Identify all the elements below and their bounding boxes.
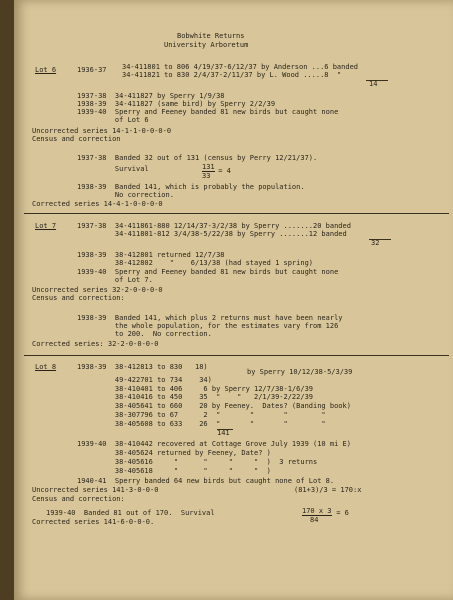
lot-6-banded-total: 14 [369,80,378,88]
page-title: Bobwhite Returns [177,32,245,40]
lot-8-fraction-denominator: 84 [310,516,319,524]
lot-7-label: Lot 7 [35,222,57,230]
lot-6-survival-label: Survival [77,165,149,173]
lot-8-label: Lot 8 [35,363,57,371]
lot-6-census-heading: Census and correction [32,135,121,143]
lot-7-census-1: 1938-39 Banded 141, which plus 2 returns must have been nearly [77,314,343,322]
lot-8-fraction-result: = 6 [332,509,349,517]
lot-8-return-3: 38-405616 " " " " ) 3 returns [77,458,318,466]
lot-8-fraction-numerator: 170 x 3 [302,507,332,515]
lot-6-census-2: 1938-39 Banded 141, which is probably the population. [77,183,305,191]
page-subtitle: University Arboretum [164,41,249,49]
lot-8-return-5: 1940-41 Sperry banded 64 new birds but caught none of Lot 8. [77,477,335,485]
lot-7-return-1: 1938-39 38-412801 returned 12/7/38 [77,251,225,259]
lot-8-banded-total: 141 [217,429,230,437]
lot-7-return-1-cont: 38-412802 " 6/13/38 (had stayed 1 spring) [77,259,314,267]
lot-6-banding-line-2: 34-411821 to 830 2/4/37-2/11/37 by L. Wood .....8 " [122,71,342,79]
lot-8-return-2: 38-405624 returned by Feeney, Date? ) [77,449,271,457]
lot-8-return-1: 1939-40 38-410442 recovered at Cottage Grove July 1939 (10 mi E) [77,440,351,448]
lot-7-return-2-cont: of Lot 7. [77,276,153,284]
lot-6-fraction-numerator: 131 [202,163,215,171]
lot-8-corrected-series: Corrected series 141-6-0-0-0. [32,518,155,526]
lot-8-banding-line-4: 38-410416 to 450 35 " " 2/1/39-2/22/39 [77,393,314,401]
lot-8-banding-line-5: 38-405641 to 660 20 by Feeney. Dates? (Banding book) [77,402,351,410]
lot-7-banding-line-2: 34-411801-812 3/4/38-5/22/38 by Sperry .......12 banded [77,230,347,238]
section-divider [24,213,449,214]
lot-6-return-2: 1938-39 34-411827 (same bird) by Sperry 2/2/39 [77,100,276,108]
lot-7-banded-total: 32 [371,239,380,247]
lot-7-return-2: 1939-40 Sperry and Feeney banded 81 new birds but caught none [77,268,339,276]
lot-6-fraction-result: = 4 [214,167,231,175]
lot-8-census-heading: Census and correction: [32,495,125,503]
lot-6-uncorrected-series: Uncorrected series 14-1-1-0-0-0-0 [32,127,172,135]
lot-6-corrected-series: Corrected series 14-4-1-0-0-0-0 [32,200,163,208]
section-divider [24,355,449,356]
lot-6-return-3-cont: of Lot 6 [77,116,149,124]
lot-6-census-1: 1937-38 Banded 32 out of 131 (census by Perry 12/21/37). [77,154,318,162]
lot-7-uncorrected-series: Uncorrected series 32-2-0-0-0-0 [32,286,163,294]
lot-8-census-1: 1939-40 Banded 81 out of 170. Survival [46,509,215,517]
lot-8-proportion-calc: (81+3)/3 = 170:x [294,486,362,494]
lot-8-banding-line-7: 38-405608 to 633 26 " " " " [77,420,326,428]
lot-7-census-heading: Census and correction: [32,294,125,302]
lot-6-fraction-denominator: 33 [202,172,211,180]
lot-6-label: Lot 6 [35,66,57,74]
lot-7-corrected-series: Corrected series: 32-2-0-0-0-0 [32,340,159,348]
lot-8-uncorrected-series: Uncorrected series 141-3-0-0-0 [32,486,159,494]
lot-8-banding-line-1-note: by Sperry 10/12/38-5/3/39 [247,368,353,376]
lot-6-census-2-cont: No correction. [77,191,174,199]
lot-8-return-4: 38-405618 " " " " ) [77,467,271,475]
lot-7-banding-line-1: 1937-38 34-411861-880 12/14/37-3/2/38 by Sperry .......20 banded [77,222,351,230]
lot-8-banding-line-2: 49-422701 to 734 34) [77,376,212,384]
lot-8-banding-line-1: 1938-39 38-412813 to 830 18) [77,363,208,371]
lot-6-return-3: 1939-40 Sperry and Feeney banded 81 new birds but caught none [77,108,339,116]
document-page [14,0,453,600]
lot-8-banding-line-3: 38-410401 to 406 6 by Sperry 12/7/38-1/6/39 [77,385,314,393]
lot-8-banding-line-6: 38-307796 to 67 2 " " " " [77,411,326,419]
lot-6-return-1: 1937-38 34-411827 by Sperry 1/9/38 [77,92,225,100]
lot-6-banding-line-1: 34-411801 to 806 4/19/37-6/12/37 by Anderson ...6 banded [122,63,359,71]
lot-6-year: 1936-37 [77,66,107,74]
lot-7-census-1-cont: the whole population, for the estimates vary from 126 [77,322,339,330]
lot-7-census-1-cont-2: to 200. No correction. [77,330,212,338]
book-binding [0,0,14,600]
